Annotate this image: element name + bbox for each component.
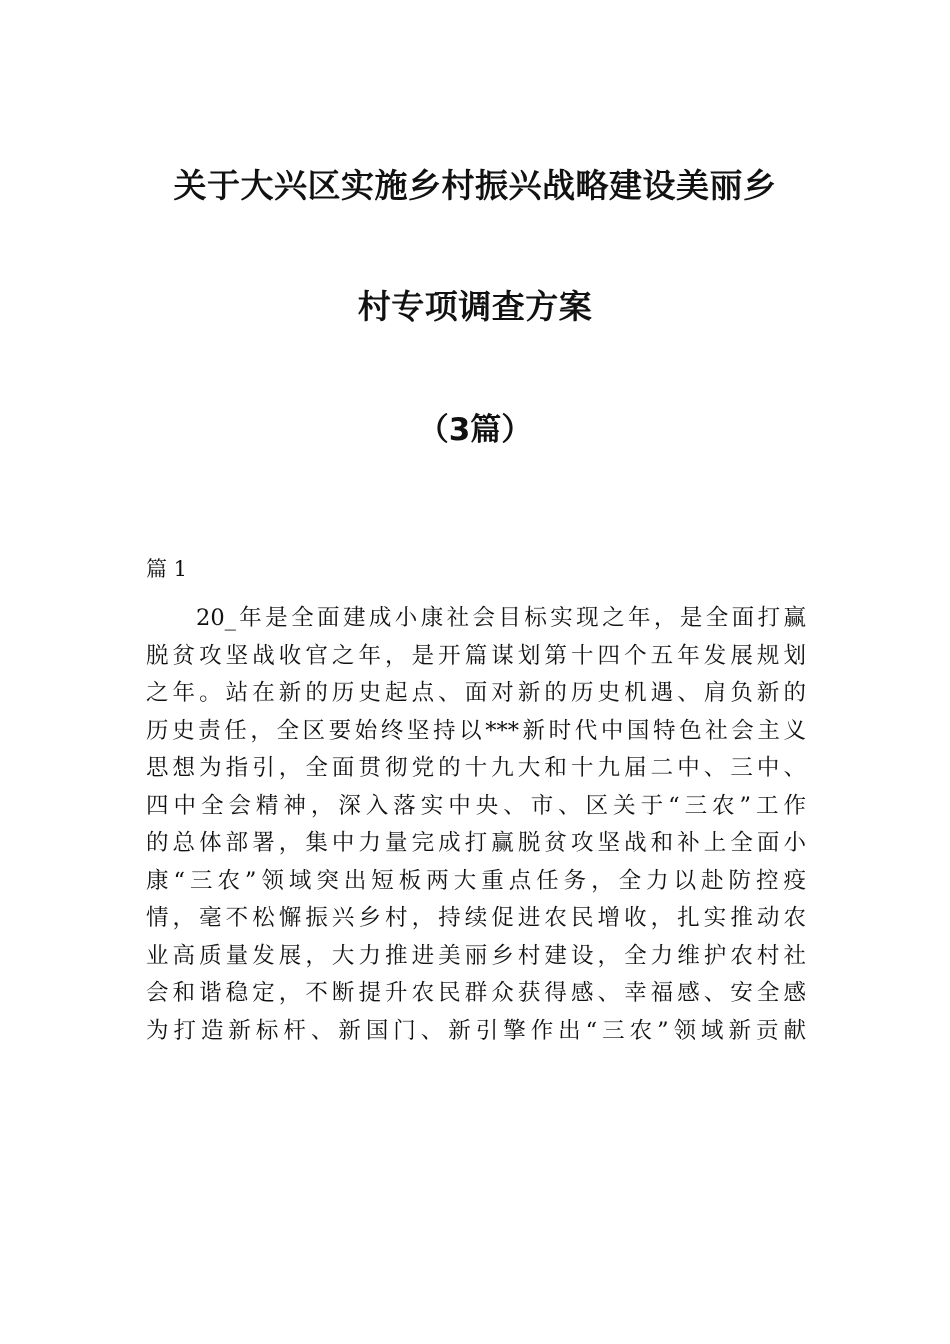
section-label: 篇 1 (146, 557, 188, 581)
paragraph-line: 的总体部署，集中力量完成打赢脱贫攻坚战和补上全面小 (146, 830, 806, 856)
paragraph-line: 脱贫攻坚战收官之年，是开篇谋划第十四个五年发展规划 (146, 642, 806, 669)
paragraph-line: 20_年是全面建成小康社会目标实现之年，是全面打赢 (196, 605, 806, 631)
paragraph (146, 600, 806, 1050)
paragraph-line: 为打造新标杆、新国门、新引擎作出“三农”领域新贡献 (146, 1017, 806, 1044)
document-subtitle: （3篇） (417, 412, 533, 448)
paragraph-line: 情，毫不松懈振兴乡村，持续促进农民增收，扎实推动农 (146, 905, 806, 931)
paragraph-line: 四中全会精神，深入落实中央、市、区关于“三农”工作 (146, 792, 806, 819)
paragraph-line: 康“三农”领域突出短板两大重点任务，全力以赴防控疫 (146, 867, 806, 894)
paragraph-line: 会和谐稳定，不断提升农民群众获得感、幸福感、安全感 (146, 980, 806, 1006)
paragraph-line: 思想为指引，全面贯彻党的十九大和十九届二中、三中、 (146, 755, 806, 781)
paragraph-line: 之年。站在新的历史起点、面对新的历史机遇、肩负新的 (146, 680, 806, 706)
paragraph-line: 业高质量发展，大力推进美丽乡村建设，全力维护农村社 (146, 942, 806, 969)
paragraph-line: 历史责任，全区要始终坚持以***新时代中国特色社会主义 (146, 717, 806, 744)
document-title-line-1: 关于大兴区实施乡村振兴战略建设美丽乡 (173, 166, 777, 205)
document-title-line-2: 村专项调查方案 (357, 287, 593, 326)
